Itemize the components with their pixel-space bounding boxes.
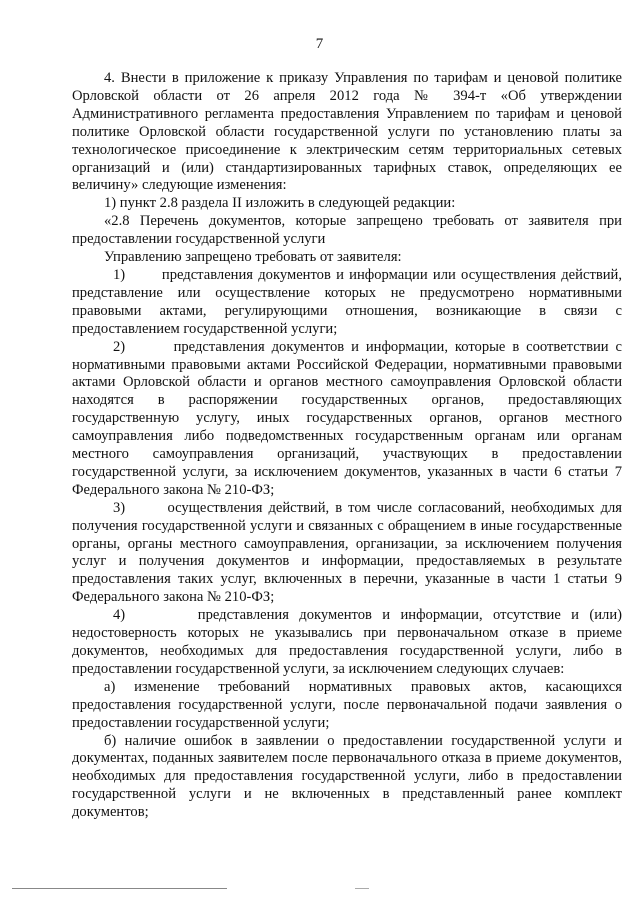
paragraph-section-2-8-heading: «2.8 Перечень документов, которые запрещено требовать от заявителя при предоставлении государственной услуги: [72, 213, 622, 248]
footer-mark: [355, 888, 369, 889]
paragraph-list-item-3: 3) осуществления действий, в том числе согласований, необходимых для получения государственной услуги и связанных с обращением в иные государственные органы, органы местного самоуправления, организации, за исключением получения услуг и получения документов и информации, предоставляемых в результате предоставления таких услуг, включенных в перечни, указанные в части 1 статьи 9 Федерального закона № 210-ФЗ;: [72, 499, 622, 606]
footer-rule: [12, 888, 227, 889]
document-body: [72, 70, 622, 822]
paragraph-case-b: б) наличие ошибок в заявлении о предоставлении государственной услуги и документах, поданных заявителем после первоначального отказа в приеме документов, необходимых для предоставления государственной услуги, либо в предоставлении государственной услуги и не включенных в представленный ранее комплект документов;: [72, 732, 622, 821]
paragraph-item-4: 4. Внести в приложение к приказу Управления по тарифам и ценовой политике Орловской области от 26 апреля 2012 года № 394-т «Об утверждении Административного регламента предоставления Управлением по тарифам и ценовой политике Орловской области государственной услуги по установлению платы за технологическое присоединение к электрическим сетям территориальных сетевых организаций и (или) стандартизированных тарифных ставок, определяющих ее величину» следующие изменения:: [72, 70, 622, 194]
paragraph-list-item-2: 2) представления документов и информации, которые в соответствии с нормативными правовыми актами Российской Федерации, нормативными правовыми актами Орловской области и органов местного самоуправления Орловской области находятся в распоряжении государственных органов, предоставляющих государственную услугу, иных государственных органов, органов местного самоуправления либо подведомственных государственным органам или органам местного самоуправления организаций, участвующих в предоставлении государственной услуги, за исключением документов, указанных в части 6 статьи 7 Федерального закона № 210-ФЗ;: [72, 338, 622, 498]
paragraph-list-item-4: 4) представления документов и информации, отсутствие и (или) недостоверность которых не указывались при первоначальном отказе в приеме документов, необходимых для предоставления государственной услуги, либо в предоставлении государственной услуги, за исключением следующих случаев:: [72, 607, 622, 677]
page-number: 7: [315, 36, 324, 52]
paragraph-list-item-1: 1) представления документов и информации или осуществления действий, представление или осуществление которых не предусмотрено нормативными правовыми актами, регулирующими отношения, возникающие в связи с предоставлением государственной услуги;: [72, 266, 622, 337]
paragraph-case-a: а) изменение требований нормативных правовых актов, касающихся предоставления государственной услуги, после первоначальной подачи заявления о предоставлении государственной услуги;: [72, 678, 622, 731]
paragraph-prohibition-intro: Управлению запрещено требовать от заявителя:: [104, 249, 402, 266]
paragraph-subitem-1: 1) пункт 2.8 раздела II изложить в следующей редакции:: [104, 195, 456, 212]
